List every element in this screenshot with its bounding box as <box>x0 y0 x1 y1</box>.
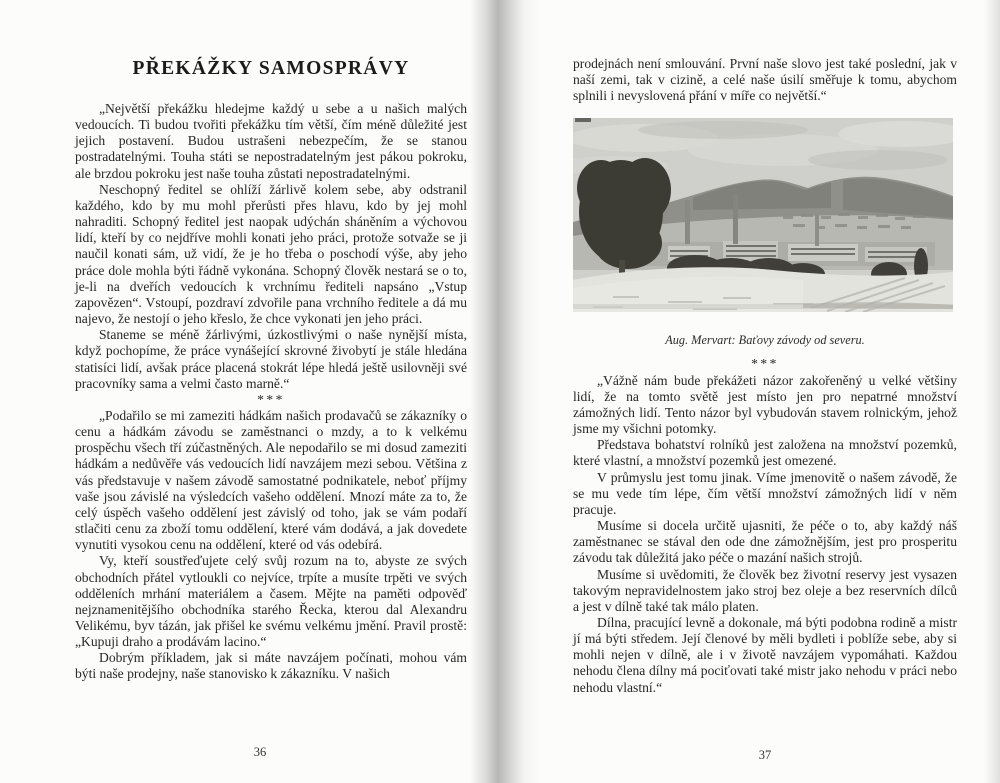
paragraph: „Vážně nám bude překážeti názor zakořeněný u velké většiny lidí, že na tomto světě jest místo jen pro nepatrné množství zámožných lidí. Tento názor byl vybudován stavem rolnickým, jehož jsme my všichni potomky. <box>573 372 957 437</box>
paragraph: Neschopný ředitel se ohlíží žárlivě kolem sebe, aby odstranil každého, kdo by mu mohl přerůsti přes hlavu, kdo by jej mohl nahraditi. Schopný ředitel jest naopak udýchán sháněním a výchovou lidí, kteří by co nejdříve mohli konati jeho práci, protože sotvaže se ji naučil konati sám, už vidí, že je ho třeba o poschodí výše, aby jeho práce dole mohla býti řádně vykonána. Schopný člověk nestará se o to, je-li na dveřích vedoucích k vrchnímu řediteli napsáno „Vstup zapovězen“. Vstoupí, pozdraví zdvořile pana vrchního ředitele a dá mu najevo, že nestojí o jeho křeslo, že chce vykonati jen jeho práci. <box>75 181 467 327</box>
page-number-left: 36 <box>253 745 267 759</box>
paragraph: Musíme si docela určitě ujasniti, že péče o to, aby každý náš zaměstnanec se stával den ode dne zámožnějším, jest pro prosperitu závodu tak důležitá jako péče o mazání našich strojů. <box>573 518 957 566</box>
paragraph: Staneme se méně žárlivými, úzkostlivými o naše nynější místa, když pochopíme, že práce vynášející skrovné živobytí je stále hledána statisíci lidí, avšak práce placená stokrát lépe hledá ještě usilovněji své pracovníky sama a velmi často marně.“ <box>75 327 467 391</box>
factory-landscape-illustration <box>573 118 953 312</box>
section-separator: *** <box>751 356 779 372</box>
section-separator: *** <box>257 391 285 407</box>
paragraph: prodejnách není smlouvání. První naše slovo jest také poslední, jak v naší zemi, tak v cizině, a celé naše úsilí směřuje k tomu, abychom splnili i nevyslovená přání v míře co největší.“ <box>573 56 957 104</box>
chapter-title: PŘEKÁŽKY SAMOSPRÁVY <box>132 58 410 79</box>
book-gutter-shadow <box>470 0 540 783</box>
paragraph: Musíme si uvědomiti, že člověk bez životní reservy jest vysazen takovým nepravidelnostem jako stroj bez oleje a bez reservních dílců a jest v dílně také tak málo platen. <box>573 566 957 614</box>
page-left <box>75 58 467 683</box>
paragraph: V průmyslu jest tomu jinak. Víme jmenovitě o našem závodě, že se mu vede tím lépe, čím větší množství zámožných lidí v něm pracuje. <box>573 469 957 517</box>
paragraph: Představa bohatství rolníků jest založena na množství pozemků, které vlastní, a množství pozemků jest omezené. <box>573 437 957 469</box>
page-number-right: 37 <box>758 748 772 762</box>
paragraph: „Největší překážku hledejme každý u sebe a u našich malých vedoucích. Ti budou tvořiti překážku tím větší, čím méně důležité jest jejich postavení. Budou ustrašeni nebezpečím, že se stanou postradatelnými. Touha státi se nepostradatelným jest pákou pokroku, ale brzdou pokroku jest naše touha zůstati nepostradatelnými. <box>75 101 467 181</box>
paragraph: Dílna, pracující levně a dokonale, má býti podobna rodině a mistr jí má býti středem. Její členové by měli bydleti i poblíže sebe, aby si mohli nejen v dílně, ale i v životě navzájem vypomáhati. Každou nehodu člena dílny má pociťovati také mistr jako nehodu v práci nebo nehodu vlastní.“ <box>573 614 957 695</box>
paragraph: „Podařilo se mi zameziti hádkám našich prodavačů se zákazníky o cenu a hádkám závodu se zaměstnanci o mzdy, a to k velkému prospěchu všech tří zúčastněných. Ale nepodařilo se mi dosud zameziti hádkám a nedůvěře vás vedoucích lidí navzájem mezi sebou. Většina z vás představuje v našem závodě samostatné podnikatele, neboť příjmy vaše jsou závislé na výsledcích vašeho oddělení. Mnozí máte za to, že celý úspěch vašeho oddělení jest závislý od toho, jak se vám podaří stlačiti cenu za zboží tomu oddělení, které vám dodává, a jak dovedete vynutiti vysokou cenu na oddělení, které od vás odebírá. <box>75 407 467 553</box>
page-right <box>573 56 957 696</box>
factory-landscape-figure <box>573 118 957 348</box>
image-caption: Aug. Mervart: Baťovy závody od severu. <box>665 333 865 348</box>
page-edge-shadow <box>984 0 1000 783</box>
paragraph: Dobrým příkladem, jak si máte navzájem počínati, mohou vám býti naše prodejny, naše stanovisko k zákazníku. V našich <box>75 650 467 682</box>
paragraph: Vy, kteří soustřeďujete celý svůj rozum na to, abyste ze svých obchodních přátel vytloukli co nejvíce, trpíte a musíte trpěti ve svých odděleních mrhání materiálem a časem. Mějte na paměti odpověď nejznamenitějšího obchodníka starého Řecka, kterou dal Alexandru Velikému, byv tázán, jak přišel ke svému velkému jmění. Pravil prostě: „Kupuji draho a prodávám lacino.“ <box>75 553 467 650</box>
